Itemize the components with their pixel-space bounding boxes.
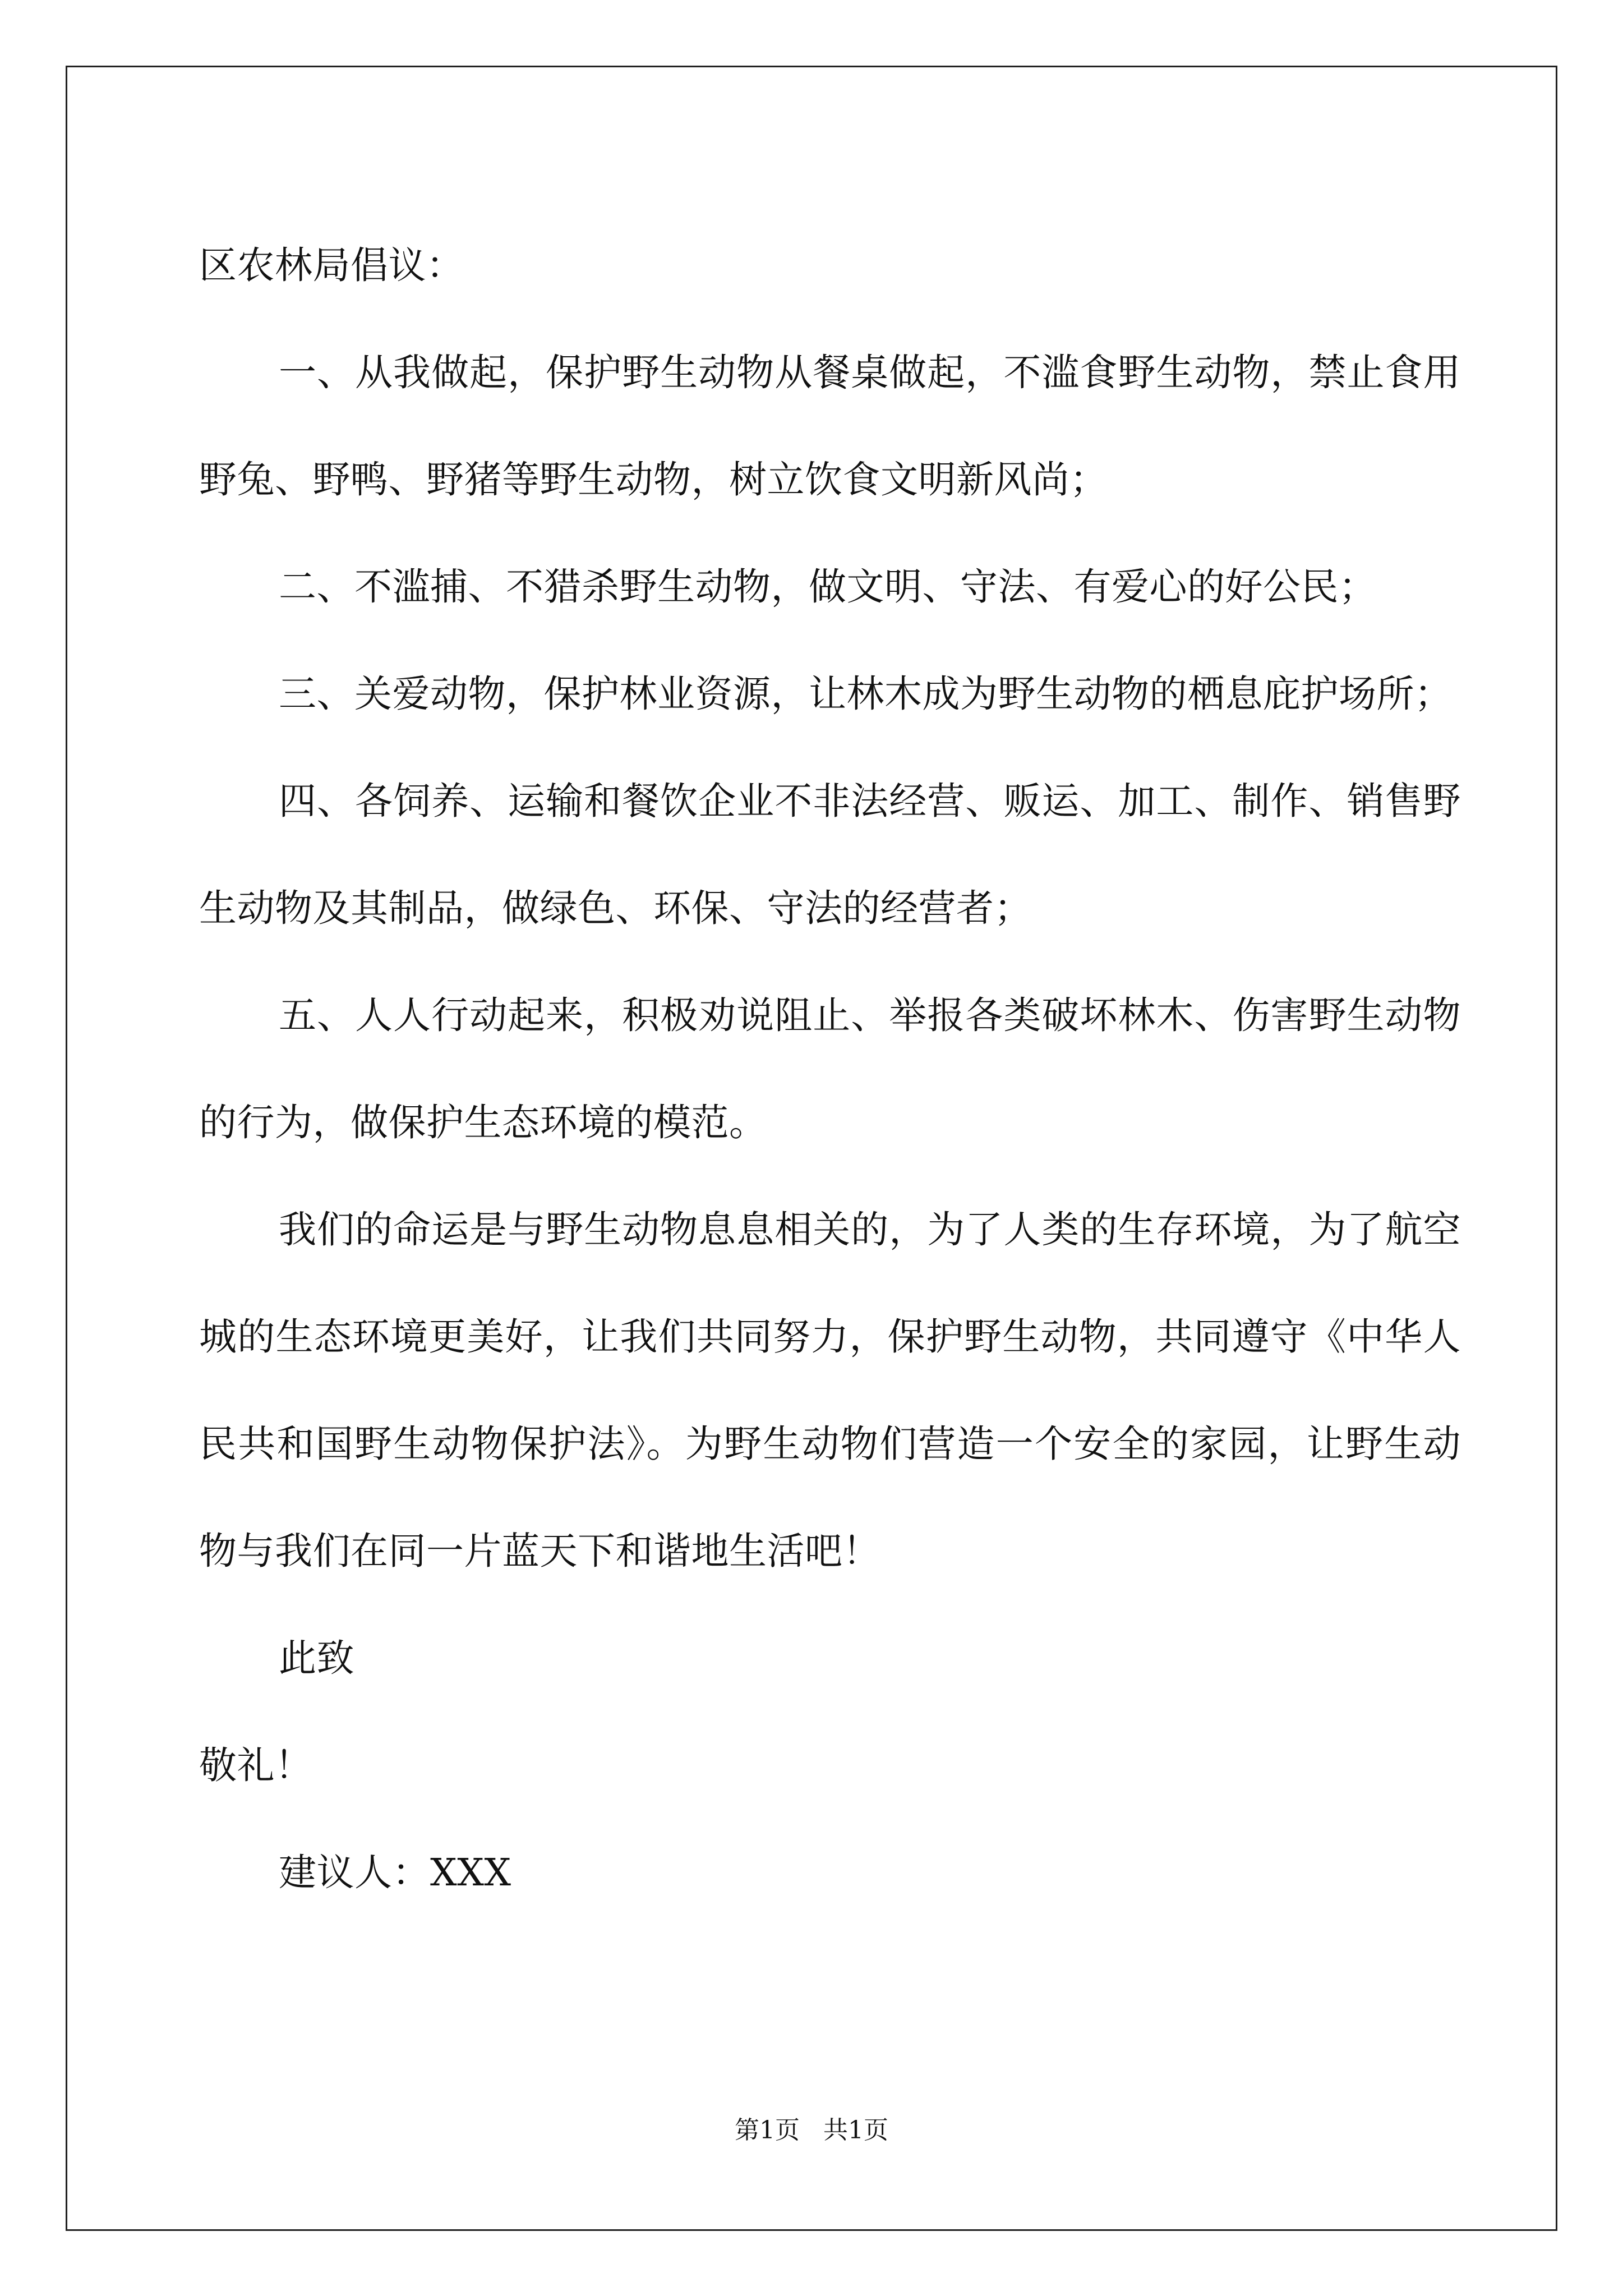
page-total: 共1页: [823, 2116, 888, 2145]
paragraph-6: 我们的命运是与野生动物息息相关的，为了人类的生存环境，为了航空城的生态环境更美好，让我们共同努力，保护野生动物，共同遵守《中华人民共和国野生动物保护法》。为野生动物们营造一个安全的家园，让野生动物与我们在同一片蓝天下和谐地生活吧！: [199, 1208, 1461, 1573]
signature: 建议人：XXX: [279, 1851, 511, 1894]
closing-regards: 此致: [279, 1636, 354, 1680]
document-body: [199, 212, 1461, 1926]
paragraph-2: 二、不滥捕、不猎杀野生动物，做文明、守法、有爱心的好公民；: [279, 565, 1377, 609]
page-number: 第1页: [735, 2116, 800, 2145]
closing-salute: 敬礼！: [199, 1743, 313, 1787]
paragraph-3: 三、关爱动物，保护林业资源，让林木成为野生动物的栖息庇护场所；: [279, 672, 1453, 716]
paragraph-1: 一、从我做起，保护野生动物从餐桌做起，不滥食野生动物，禁止食用野兔、野鸭、野猪等野生动物，树立饮食文明新风尚；: [199, 351, 1461, 501]
page-footer: [0, 2114, 1623, 2147]
paragraph-5: 五、人人行动起来，积极劝说阻止、举报各类破坏林木、伤害野生动物的行为，做保护生态环境的模范。: [199, 993, 1461, 1144]
paragraph-4: 四、各饲养、运输和餐饮企业不非法经营、贩运、加工、制作、销售野生动物及其制品，做绿色、环保、守法的经营者；: [199, 779, 1461, 930]
salutation: 区农林局倡议：: [199, 243, 464, 287]
